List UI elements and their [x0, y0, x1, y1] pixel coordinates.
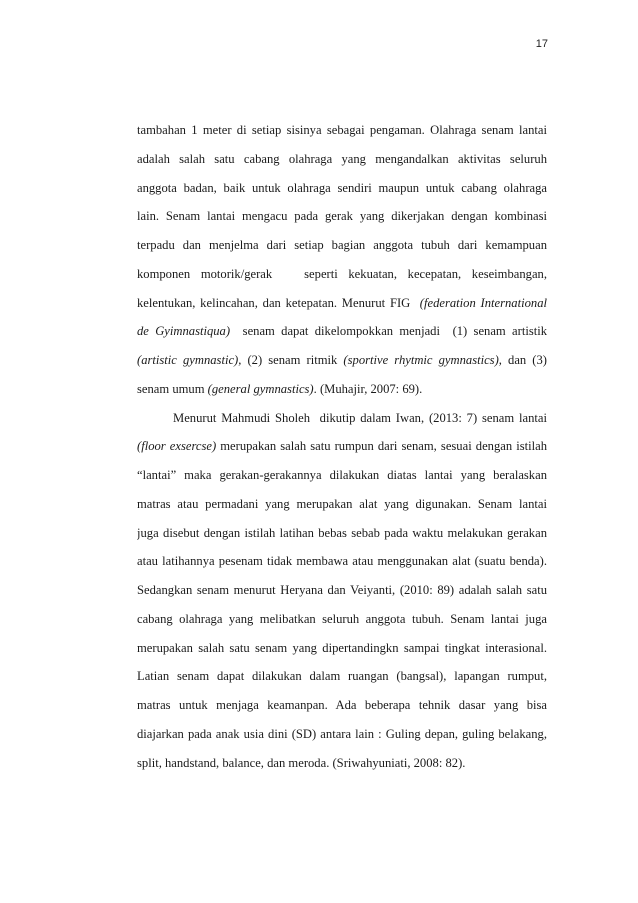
text-line	[137, 576, 547, 605]
text-line	[137, 116, 547, 145]
text-line	[137, 404, 547, 433]
text-line	[137, 289, 547, 318]
text-segment: senam umum	[137, 381, 208, 396]
text-segment: adalah salah satu cabang olahraga yang mengandalkan aktivitas seluruh	[137, 151, 547, 166]
text-line	[137, 691, 547, 720]
text-line	[137, 519, 547, 548]
text-line	[137, 231, 547, 260]
text-line	[137, 375, 547, 404]
text-segment: matras untuk menjaga keamanpan. Ada beberapa tehnik dasar yang bisa	[137, 698, 547, 712]
text-line	[137, 346, 547, 375]
text-segment: , dan (3)	[498, 353, 547, 367]
text-segment: (2) senam ritmik	[241, 353, 344, 367]
text-segment: merupakan salah satu rumpun dari senam, sesuai dengan istilah	[216, 439, 547, 454]
text-segment: . (Muhajir, 2007: 69).	[313, 381, 423, 396]
text-segment: diajarkan pada anak usia dini (SD) antara lain : Guling depan, guling belakang,	[137, 726, 547, 741]
text-segment: atau latihannya pesenam tidak membawa atau menggunakan alat (suatu benda).	[137, 554, 547, 569]
text-segment: kelentukan, kelincahan, dan ketepatan. Menurut FIG	[137, 295, 420, 310]
text-line	[137, 634, 547, 663]
text-line	[137, 260, 547, 289]
text-line	[137, 174, 547, 203]
text-line	[137, 605, 547, 634]
text-line	[137, 461, 547, 490]
text-line	[137, 490, 547, 519]
italic-text: (floor exsercse)	[137, 439, 217, 454]
text-line	[137, 202, 547, 231]
text-segment: lain. Senam lantai mengacu pada gerak yang dikerjakan dengan kombinasi	[137, 209, 547, 224]
text-segment: juga disebut dengan istilah latihan bebas sebab pada waktu melakukan gerakan	[137, 525, 547, 540]
page-number: 17	[535, 38, 548, 50]
text-segment: komponen motorik/gerak seperti kekuatan, kecepatan, keseimbangan,	[137, 266, 547, 281]
italic-text: (sportive rhytmic gymnastics)	[343, 353, 499, 367]
text-segment: Sedangkan senam menurut Heryana dan Veiyanti, (2010: 89) adalah salah satu	[137, 583, 547, 597]
text-segment: tambahan 1 meter di setiap sisinya sebagai pengaman. Olahraga senam lantai	[137, 123, 547, 137]
text-segment: senam dapat dikelompokkan menjadi (1) senam artistik	[230, 324, 547, 339]
body-text	[137, 116, 547, 777]
text-segment: matras atau permadani yang merupakan alat yang digunakan. Senam lantai	[137, 496, 547, 511]
italic-text: (general gymnastics)	[207, 381, 314, 396]
text-segment: anggota badan, baik untuk olahraga sendiri maupun untuk cabang olahraga	[137, 180, 547, 195]
text-line	[137, 317, 547, 346]
text-segment: terpadu dan menjelma dari setiap bagian anggota tubuh dari kemampuan	[137, 238, 547, 252]
text-segment: Menurut Mahmudi Sholeh dikutip dalam Iwan, (2013: 7) senam lantai	[173, 410, 547, 425]
text-segment: Latian senam dapat dilakukan dalam ruangan (bangsal), lapangan rumput,	[137, 669, 547, 684]
text-segment: “lantai” maka gerakan-gerakannya dilakukan diatas lantai yang beralaskan	[137, 468, 547, 482]
text-segment: merupakan salah satu senam yang dipertandingkn sampai tingkat interasional.	[137, 640, 547, 655]
italic-text: (federation International	[419, 295, 547, 310]
text-line	[137, 662, 547, 691]
text-line	[137, 749, 547, 778]
text-segment: cabang olahraga yang melibatkan seluruh anggota tubuh. Senam lantai juga	[137, 611, 547, 626]
text-line	[137, 720, 547, 749]
italic-text: (artistic gymnastic),	[137, 353, 242, 367]
text-line	[137, 432, 547, 461]
text-segment: split, handstand, balance, dan meroda. (Sriwahyuniati, 2008: 82).	[137, 755, 466, 770]
italic-text: de Gyimnastiqua)	[137, 324, 231, 339]
text-line	[137, 547, 547, 576]
text-line	[137, 145, 547, 174]
